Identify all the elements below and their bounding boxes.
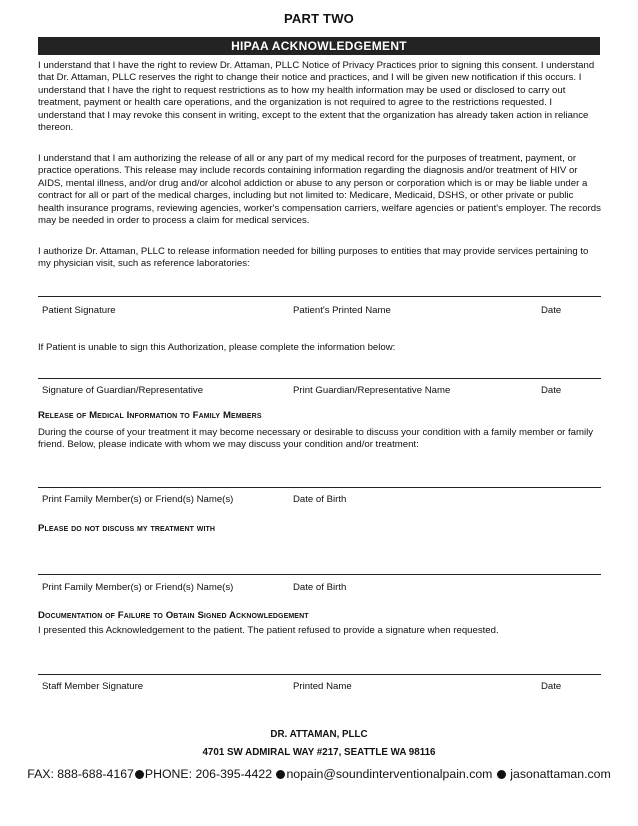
family-member-name-label: Print Family Member(s) or Friend(s) Name(s) [42, 494, 234, 505]
bullet-icon [276, 770, 285, 779]
guardian-printed-name-label: Print Guardian/Representative Name [293, 385, 451, 396]
patient-date-label: Date [541, 305, 562, 316]
family-member-line[interactable] [38, 487, 601, 488]
guardian-note: If Patient is unable to sign this Authorization, please complete the information below: [38, 342, 396, 353]
staff-date-label: Date [541, 681, 562, 692]
fax-number: FAX: 888-688-4167 [27, 767, 134, 781]
failure-text: I presented this Acknowledgement to the patient. The patient refused to provide a signature when requested. [38, 625, 499, 636]
phone-number: PHONE: 206-395-4422 [144, 767, 273, 781]
patient-signature-label: Patient Signature [42, 305, 116, 316]
practice-address: 4701 SW ADMIRAL WAY #217, SEATTLE WA 98116 [202, 747, 436, 758]
guardian-signature-line[interactable] [38, 378, 601, 379]
family-release-heading: Release of Medical Information to Family Members [38, 410, 262, 421]
contact-footer [0, 767, 638, 781]
hipaa-banner: HIPAA ACKNOWLEDGEMENT [38, 37, 600, 55]
paragraph-billing: I authorize Dr. Attaman, PLLC to release information needed for billing purposes to entities that may provide services pertaining to my physician visit, such as reference laboratories: [38, 246, 589, 270]
guardian-signature-label: Signature of Guardian/Representative [42, 385, 204, 396]
bullet-icon [497, 770, 506, 779]
family-member-dob-label: Date of Birth [293, 494, 347, 505]
do-not-discuss-line[interactable] [38, 574, 601, 575]
staff-signature-line[interactable] [38, 674, 601, 675]
failure-heading: Documentation of Failure to Obtain Signed Acknowledgement [38, 610, 309, 621]
staff-printed-name-label: Printed Name [293, 681, 352, 692]
paragraph-authorization: I understand that I am authorizing the release of all or any part of my medical record for the purposes of treatment, payment, or practice operations. This release may include records containing information regarding the diagnosis and/or treatment of HIV or AIDS, mental illness, and/or drug and/or alcohol addiction or abuse to any person or corporation which is or may be liable under a contract for all or part of the medical charges, including but not limited to: Medicare, Medicaid, DSHS, or other private or public health insurance programs, reviewing agencies, worker's compensation carriers, welfare agencies or patient's employer. The records may be needed in order to process a claim for medical services. [38, 153, 601, 227]
do-not-discuss-name-label: Print Family Member(s) or Friend(s) Name(s) [42, 582, 234, 593]
part-title: PART TWO [284, 11, 354, 26]
patient-printed-name-label: Patient's Printed Name [293, 305, 391, 316]
website-link[interactable]: jasonattaman.com [510, 767, 611, 781]
staff-signature-label: Staff Member Signature [42, 681, 144, 692]
do-not-discuss-dob-label: Date of Birth [293, 582, 347, 593]
family-release-text: During the course of your treatment it may become necessary or desirable to discuss your condition with a family member or family friend. Below, please indicate with whom we may discuss your condition and/or treatment: [38, 427, 594, 451]
paragraph-consent: I understand that I have the right to review Dr. Attaman, PLLC Notice of Privacy Practices prior to signing this consent. I understand that Dr. Attaman, PLLC reserves the right to change their notice and practices, and I will be given new notification if this occurs. I understand that I have the right to request restrictions as to how my health information may be used or disclosed to carry out treatment, payment or health care operations, and the organization is not required to agree to the restrictions requested. I understand that I may revoke this consent in writing, except to the extent that the organization has already taken action in reliance thereon. [38, 60, 595, 134]
email-link[interactable]: nopain@soundinterventionalpain.com [286, 767, 493, 781]
patient-signature-line[interactable] [38, 296, 601, 297]
bullet-icon [135, 770, 144, 779]
guardian-date-label: Date [541, 385, 562, 396]
do-not-discuss-heading: Please do not discuss my treatment with [38, 523, 216, 534]
practice-name: DR. ATTAMAN, PLLC [270, 729, 368, 740]
